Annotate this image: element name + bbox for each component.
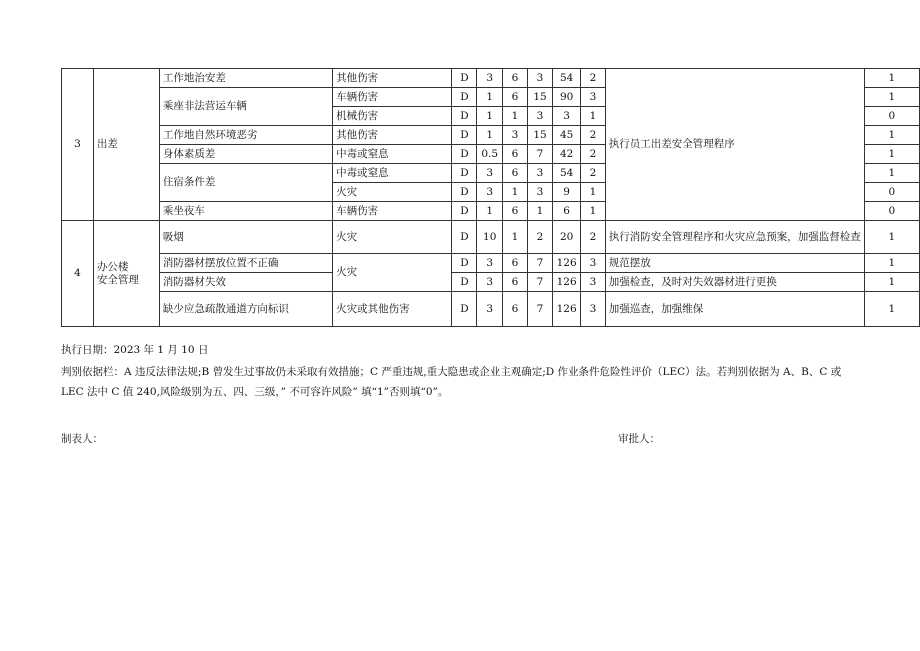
area-name-line: 办公楼	[96, 260, 129, 273]
e-value: 1	[503, 107, 528, 126]
hazard-cell: 乘坐夜车	[159, 202, 332, 221]
d-value: 20	[553, 221, 581, 254]
hazard-cell: 身体素质差	[159, 145, 332, 164]
risk-table-container	[61, 68, 920, 327]
accident-cell: 火灾或其他伤害	[333, 292, 452, 327]
accident-cell: 其他伤害	[333, 69, 452, 88]
e-value: 6	[503, 254, 528, 273]
l-value: 3	[477, 273, 503, 292]
method-cell: D	[452, 88, 477, 107]
l-value: 1	[477, 107, 503, 126]
l-value: 0.5	[477, 145, 503, 164]
c-value: 3	[527, 107, 552, 126]
table-row	[62, 69, 920, 88]
intolerable-flag: 0	[864, 202, 919, 221]
risk-level: 2	[581, 164, 606, 183]
method-cell: D	[452, 221, 477, 254]
c-value: 3	[527, 69, 552, 88]
hazard-cell: 消防器材失效	[159, 273, 332, 292]
control-measure: 执行员工出差安全管理程序	[605, 69, 864, 221]
d-value: 9	[553, 183, 581, 202]
c-value: 3	[527, 183, 552, 202]
l-value: 1	[477, 126, 503, 145]
accident-cell: 中毒或窒息	[333, 164, 452, 183]
e-value: 1	[503, 221, 528, 254]
risk-level: 3	[581, 273, 606, 292]
approved-by-label: 审批人：	[618, 433, 660, 445]
table-row	[62, 221, 920, 254]
l-value: 1	[477, 202, 503, 221]
c-value: 7	[527, 145, 552, 164]
c-value: 15	[527, 88, 552, 107]
d-value: 54	[553, 164, 581, 183]
accident-cell: 火灾	[333, 183, 452, 202]
intolerable-flag: 1	[864, 145, 919, 164]
l-value: 3	[477, 69, 503, 88]
intolerable-flag: 1	[864, 273, 919, 292]
area-name-line: 安全管理	[96, 273, 139, 286]
intolerable-flag: 1	[864, 69, 919, 88]
c-value: 7	[527, 292, 552, 327]
intolerable-flag: 1	[864, 88, 919, 107]
l-value: 3	[477, 254, 503, 273]
area-name	[93, 221, 159, 327]
execution-date: 执行日期：2023 年 1 月 10 日	[61, 344, 209, 356]
intolerable-flag: 1	[864, 254, 919, 273]
risk-level: 1	[581, 183, 606, 202]
hazard-cell: 工作地治安差	[159, 69, 332, 88]
c-value: 3	[527, 164, 552, 183]
c-value: 7	[527, 254, 552, 273]
risk-assessment-table	[61, 68, 920, 327]
risk-level: 2	[581, 69, 606, 88]
table-row	[62, 273, 920, 292]
group-number: 4	[62, 221, 94, 327]
e-value: 6	[503, 202, 528, 221]
intolerable-flag: 1	[864, 221, 919, 254]
e-value: 6	[503, 145, 528, 164]
l-value: 3	[477, 292, 503, 327]
e-value: 6	[503, 88, 528, 107]
d-value: 3	[553, 107, 581, 126]
criteria-note-line2: LEC 法中 C 值 240,风险级别为五、四、三级，” 不可容许风险” 填“1”否则填“0”。	[61, 386, 449, 398]
l-value: 3	[477, 183, 503, 202]
method-cell: D	[452, 273, 477, 292]
accident-cell: 中毒或窒息	[333, 145, 452, 164]
e-value: 1	[503, 183, 528, 202]
method-cell: D	[452, 145, 477, 164]
d-value: 42	[553, 145, 581, 164]
risk-level: 1	[581, 202, 606, 221]
method-cell: D	[452, 254, 477, 273]
d-value: 45	[553, 126, 581, 145]
hazard-cell: 吸烟	[159, 221, 332, 254]
c-value: 15	[527, 126, 552, 145]
d-value: 90	[553, 88, 581, 107]
method-cell: D	[452, 164, 477, 183]
table-row	[62, 254, 920, 273]
hazard-cell: 住宿条件差	[159, 164, 332, 202]
intolerable-flag: 1	[864, 164, 919, 183]
hazard-cell: 缺少应急疏散通道方向标识	[159, 292, 332, 327]
accident-cell: 车辆伤害	[333, 88, 452, 107]
c-value: 7	[527, 273, 552, 292]
method-cell: D	[452, 126, 477, 145]
l-value: 3	[477, 164, 503, 183]
criteria-note-line1: 判别依据栏：A 违反法律法规;B 曾发生过事故仍未采取有效措施；C 严重违规,重大隐患或企业主观确定;D 作业条件危险性评价（LEC）法。若判别依据为 A、B、C 或	[61, 366, 842, 378]
e-value: 3	[503, 126, 528, 145]
intolerable-flag: 1	[864, 126, 919, 145]
method-cell: D	[452, 69, 477, 88]
risk-level: 3	[581, 254, 606, 273]
hazard-cell: 消防器材摆放位置不正确	[159, 254, 332, 273]
hazard-cell: 乘座非法营运车辆	[159, 88, 332, 126]
c-value: 2	[527, 221, 552, 254]
d-value: 126	[553, 254, 581, 273]
accident-cell: 火灾	[333, 221, 452, 254]
accident-cell: 火灾	[333, 254, 452, 292]
method-cell: D	[452, 292, 477, 327]
e-value: 6	[503, 273, 528, 292]
d-value: 6	[553, 202, 581, 221]
risk-level: 1	[581, 107, 606, 126]
accident-cell: 其他伤害	[333, 126, 452, 145]
prepared-by-label: 制表人：	[61, 433, 103, 445]
l-value: 1	[477, 88, 503, 107]
e-value: 6	[503, 69, 528, 88]
l-value: 10	[477, 221, 503, 254]
e-value: 6	[503, 292, 528, 327]
area-name: 出差	[93, 69, 159, 221]
e-value: 6	[503, 164, 528, 183]
method-cell: D	[452, 107, 477, 126]
hazard-cell: 工作地自然环境恶劣	[159, 126, 332, 145]
intolerable-flag: 0	[864, 107, 919, 126]
group-number: 3	[62, 69, 94, 221]
risk-level: 3	[581, 292, 606, 327]
d-value: 126	[553, 292, 581, 327]
intolerable-flag: 1	[864, 292, 919, 327]
c-value: 1	[527, 202, 552, 221]
table-row	[62, 292, 920, 327]
risk-level: 2	[581, 126, 606, 145]
accident-cell: 机械伤害	[333, 107, 452, 126]
accident-cell: 车辆伤害	[333, 202, 452, 221]
method-cell: D	[452, 183, 477, 202]
control-measure: 规范摆放	[605, 254, 864, 273]
control-measure: 加强检查，及时对失效器材进行更换	[605, 273, 864, 292]
control-measure: 加强巡查，加强维保	[605, 292, 864, 327]
control-measure: 执行消防安全管理程序和火灾应急预案，加强监督检查	[605, 221, 864, 254]
risk-level: 2	[581, 221, 606, 254]
method-cell: D	[452, 202, 477, 221]
d-value: 126	[553, 273, 581, 292]
intolerable-flag: 0	[864, 183, 919, 202]
risk-level: 3	[581, 88, 606, 107]
risk-level: 2	[581, 145, 606, 164]
d-value: 54	[553, 69, 581, 88]
